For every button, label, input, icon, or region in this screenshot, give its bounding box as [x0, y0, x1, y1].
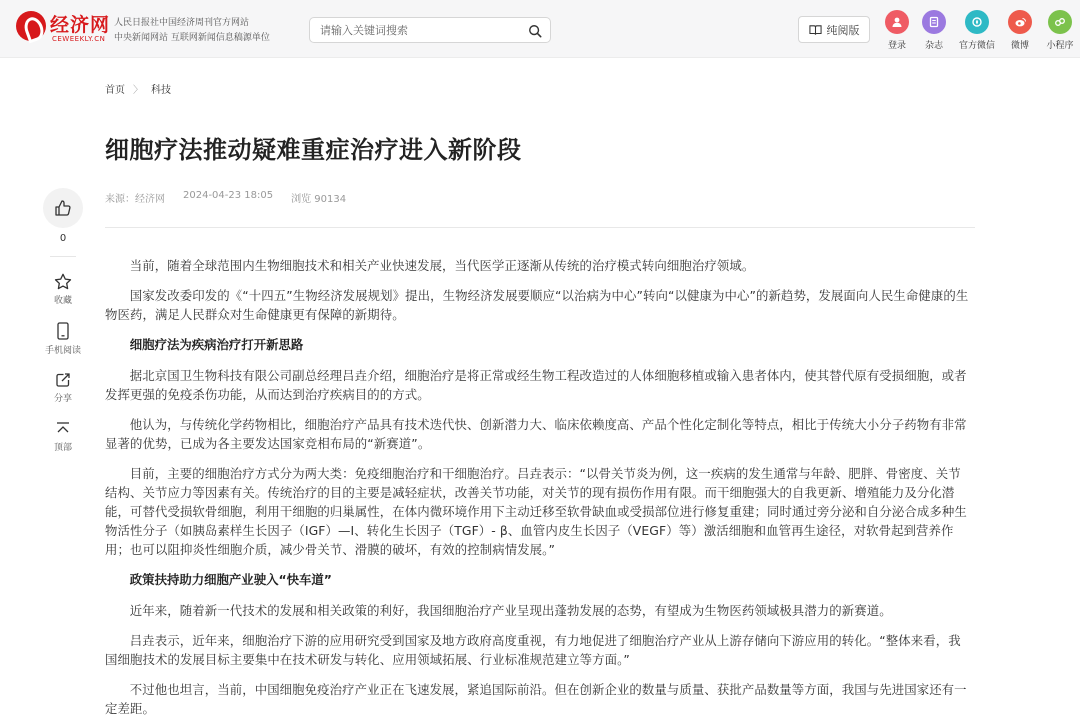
miniprogram-icon [1048, 10, 1072, 34]
pure-reading-button[interactable] [798, 16, 870, 43]
like-count: 0 [59, 233, 67, 244]
site-logo[interactable] [16, 9, 111, 47]
header-magazine[interactable] [914, 10, 954, 51]
magazine-icon [922, 10, 946, 34]
like-button[interactable] [43, 188, 83, 228]
pure-reading-label: 纯阅版 [826, 23, 860, 37]
site-tagline [114, 16, 270, 46]
search-input[interactable] [320, 22, 520, 39]
toolbar-divider [50, 256, 76, 257]
article-paragraph: 国家发改委印发的《“十四五”生物经济发展规划》提出，生物经济发展要顺应“以治病为中心”转向“以健康为中心”的新趋势，发展面向人民生命健康的生物医药，满足人民群众对生命健康更有保障的新期待。 [105, 288, 969, 322]
logo-domain: CEWEEKLY.CN [52, 35, 106, 43]
article-paragraph: 他认为，与传统化学药物相比，细胞治疗产品具有技术迭代快、创新潜力大、临床依赖度高、产品个性化定制化等特点，相比于传统大小分子药物有非常显著的优势，已成为各主要发达国家竞相布局的“新赛道”。 [105, 417, 967, 451]
tagline-line-1: 人民日报社中国经济周刊官方网站 [114, 18, 250, 28]
article-datetime: 2024-04-23 18:05 [183, 190, 274, 201]
breadcrumb [105, 81, 171, 96]
logo-text: 经济网 [50, 14, 111, 36]
miniprogram-label: 小程序 [1046, 41, 1074, 51]
article-title: 细胞疗法推动疑难重症治疗进入新阶段 [105, 136, 522, 164]
site-header [0, 0, 1080, 58]
article-views: 浏览 90134 [291, 194, 347, 205]
favorite-label: 收藏 [53, 296, 72, 306]
mobile-reading-label: 手机阅读 [44, 346, 81, 356]
weibo-icon [1008, 10, 1032, 34]
article-subheading: 政策扶持助力细胞产业驶入“快车道” [129, 572, 332, 587]
share-icon [55, 372, 71, 388]
search-icon[interactable] [528, 24, 542, 38]
thumbs-up-icon [54, 199, 72, 217]
share-label: 分享 [53, 394, 72, 404]
article-body [105, 256, 971, 717]
article-paragraph: 据北京国卫生物科技有限公司副总经理吕垚介绍，细胞治疗是将正常或经生物工程改造过的人体细胞移植或输入患者体内，使其替代原有受损细胞，或者发挥更强的免疫杀伤功能，从而达到治疗疾病目的的方式。 [105, 368, 967, 402]
login-label: 登录 [887, 41, 906, 51]
mobile-reading-button[interactable] [38, 322, 88, 356]
header-login[interactable] [877, 10, 917, 51]
wechat-label: 官方微信 [958, 41, 995, 51]
favorite-button[interactable] [38, 273, 88, 306]
magazine-label: 杂志 [924, 41, 943, 51]
mobile-icon [56, 322, 70, 340]
arrow-up-icon [55, 421, 71, 437]
breadcrumb-separator: 〉 [133, 85, 143, 96]
book-icon [809, 24, 822, 36]
article-source: 来源：经济网 [105, 194, 165, 205]
article-paragraph: 吕垚表示，近年来，细胞治疗下游的应用研究受到国家及地方政府高度重视，有力地促进了细胞治疗产业从上游存储向下游应用的转化。“整体来看，我国细胞技术的发展目标主要集中在技术研发与转化、应用领域拓展、行业标准规范建立等方面。” [105, 633, 961, 667]
article-paragraph: 目前，主要的细胞治疗方式分为两大类：免疫细胞治疗和干细胞治疗。吕垚表示：“以骨关节炎为例，这一疾病的发生通常与年龄、肥胖、骨密度、关节结构、关节应力等因素有关。传统治疗的目的主要是减轻症状，改善关节功能，对关节的现有损伤作用有限。而干细胞强大的自我更新、增殖能力及分化潜能，可替代受损软骨细胞，利用干细胞的归巢属性，在体内微环境作用下主动迁移至软骨缺血或受损部位进行修复重建；同时通过旁分泌和自分泌合成多种生物活性分子（如胰岛素样生长因子（IGF）—I、转化生长因子（TGF）- β、血管内皮生长因子（VEGF）等）激活细胞和血管再生途径，对软骨起到营养作用；也可以阻抑炎性细胞介质，减少骨关节、滑膜的破坏，有效的控制病情发展。” [105, 466, 967, 557]
header-wechat[interactable] [957, 10, 997, 51]
article-subheading: 细胞疗法为疾病治疗打开新思路 [129, 337, 304, 352]
tagline-line-2: 中央新闻网站 互联网新闻信息稿源单位 [114, 33, 270, 43]
wechat-icon [965, 10, 989, 34]
back-to-top-label: 顶部 [53, 443, 72, 453]
back-to-top-button[interactable] [38, 421, 88, 453]
share-button[interactable] [38, 372, 88, 404]
search-box [309, 17, 551, 43]
article-paragraph: 近年来，随着新一代技术的发展和相关政策的利好，我国细胞治疗产业呈现出蓬勃发展的态势，有望成为生物医药领域极具潜力的新赛道。 [129, 603, 892, 618]
article-meta [105, 190, 346, 205]
star-icon [54, 273, 72, 290]
header-miniprogram[interactable] [1040, 10, 1080, 51]
article-paragraph: 不过他也坦言，当前，中国细胞免疫治疗产业正在飞速发展，紧追国际前沿。但在创新企业的数量与质量、获批产品数量等方面，我国与先进国家还有一定差距。 [105, 682, 967, 716]
meta-divider [105, 227, 975, 228]
breadcrumb-home[interactable]: 首页 [105, 85, 125, 96]
article-paragraph: 当前，随着全球范围内生物细胞技术和相关产业快速发展，当代医学正逐渐从传统的治疗模式转向细胞治疗领域。 [129, 258, 755, 273]
breadcrumb-current[interactable]: 科技 [151, 85, 171, 96]
logo-mark-icon [16, 11, 46, 41]
user-icon [885, 10, 909, 34]
weibo-label: 微博 [1010, 41, 1029, 51]
header-weibo[interactable] [1000, 10, 1040, 51]
